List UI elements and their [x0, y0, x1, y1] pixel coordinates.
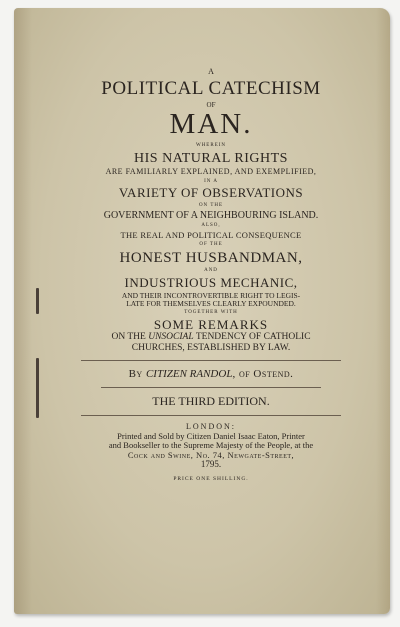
subtitle-government: GOVERNMENT OF A NEIGHBOURING ISLAND. — [103, 210, 319, 222]
subtitle-in-a: IN A — [204, 178, 218, 184]
binding-stitch-bottom — [36, 358, 39, 418]
subtitle-wherein: WHEREIN — [195, 143, 227, 149]
imprint-year: 1795. — [200, 459, 222, 470]
subtitle-remarks: SOME REMARKS — [153, 316, 269, 332]
subtitle-explained: ARE FAMILIARLY EXPLAINED, AND EXEMPLIFIED, — [105, 167, 317, 177]
title-political-catechism: POLITICAL CATECHISM — [101, 77, 321, 99]
imprint-city: LONDON: — [186, 422, 236, 432]
subtitle-unsocial-word: UNSOCIAL — [148, 332, 194, 343]
subtitle-unsocial-post: TENDENCY OF CATHOLIC — [193, 332, 311, 343]
subtitle-also: ALSO, — [201, 223, 221, 229]
subtitle-legislate-1: AND THEIR INCONTROVERTIBLE RIGHT TO LEGIS- — [121, 290, 301, 300]
divider-rule-1 — [81, 360, 341, 361]
author-line — [54, 368, 368, 380]
title-article: A — [208, 67, 214, 76]
divider-rule-3 — [81, 415, 341, 416]
subtitle-variety: VARIETY OF OBSERVATIONS — [118, 185, 304, 201]
imprint-line-3: Cock and Swine, No. 74, Newgate-Street, — [127, 449, 295, 460]
subtitle-unsocial-line — [54, 332, 368, 342]
subtitle-of-the: OF THE — [199, 242, 223, 248]
subtitle-real-political: THE REAL AND POLITICAL CONSEQUENCE — [120, 229, 302, 240]
author-of: , of Ostend. — [232, 368, 294, 381]
subtitle-churches: CHURCHES, ESTABLISHED BY LAW. — [131, 342, 291, 353]
subtitle-and: AND — [204, 268, 218, 274]
divider-rule-2 — [101, 387, 321, 388]
title-of: OF — [206, 100, 216, 109]
author-by: By — [128, 368, 146, 381]
subtitle-legislate-2: LATE FOR THEMSELVES CLEARLY EXPOUNDED. — [126, 299, 296, 309]
subtitle-unsocial-pre: ON THE — [111, 332, 149, 343]
pamphlet-page — [14, 8, 390, 614]
title-man: MAN. — [169, 108, 253, 141]
imprint-line-1: Printed and Sold by Citizen Daniel Isaac Eaton, Printer — [117, 431, 305, 442]
binding-stitch-top — [36, 288, 39, 314]
imprint-line-2: and Bookseller to the Supreme Majesty of the People, at the — [108, 440, 314, 451]
subtitle-husbandman: HONEST HUSBANDMAN, — [119, 249, 303, 266]
subtitle-natural-rights: HIS NATURAL RIGHTS — [134, 150, 288, 166]
subtitle-mechanic: INDUSTRIOUS MECHANIC, — [124, 274, 298, 290]
price: PRICE ONE SHILLING. — [173, 476, 249, 483]
author-name: CITIZEN RANDOL — [145, 368, 233, 381]
title-page-text — [54, 68, 368, 482]
edition: THE THIRD EDITION. — [152, 394, 270, 409]
subtitle-together: TOGETHER WITH — [184, 310, 238, 316]
subtitle-on-the: ON THE — [198, 202, 224, 208]
